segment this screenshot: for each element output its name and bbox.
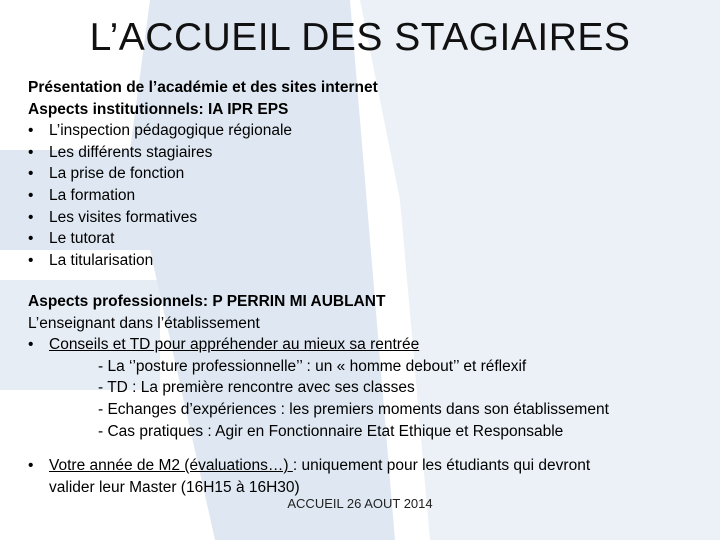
section-professional — [28, 291, 609, 442]
section-heading: Présentation de l’académie et des sites internet — [28, 79, 378, 96]
list-item — [28, 250, 378, 272]
sub-item: - Echanges d’expériences : les premiers moments dans son établissement — [98, 400, 609, 418]
slide-title: L’ACCUEIL DES STAGIAIRES — [89, 16, 631, 59]
bullet-icon: • — [28, 251, 34, 269]
bullet-icon: • — [28, 457, 34, 474]
section-subheading: Aspects institutionnels: IA IPR EPS — [28, 100, 289, 118]
bullet-icon: • — [28, 122, 34, 140]
m2-text: : uniquement pour les étudiants qui devront — [292, 457, 591, 474]
section-heading: Aspects professionnels: P PERRIN MI AUBLANT — [28, 293, 386, 310]
bullet-icon: • — [28, 208, 34, 226]
list-item — [28, 207, 378, 229]
bullet-icon: • — [28, 143, 34, 161]
bullet-icon: • — [28, 336, 34, 354]
bullet-icon: • — [28, 230, 34, 248]
list-item-text: La prise de fonction — [49, 165, 185, 183]
m2-text-line2: valider leur Master (16H15 à 16H30) — [49, 478, 300, 496]
list-item — [28, 185, 378, 207]
sub-item: - La ‘’posture professionnelle’’ : un « homme debout’’ et réflexif — [98, 357, 527, 375]
section-m2 — [28, 455, 590, 498]
list-item — [28, 334, 609, 356]
section-institutional — [28, 77, 378, 271]
sub-item: - Cas pratiques : Agir en Fonctionnaire Etat Ethique et Responsable — [98, 422, 564, 440]
section-intro: L’enseignant dans l’établissement — [28, 314, 260, 332]
bullet-icon: • — [28, 186, 34, 204]
list-item — [28, 455, 590, 498]
sub-item: - TD : La première rencontre avec ses classes — [98, 379, 415, 397]
list-item-text: Conseils et TD pour appréhender au mieux sa rentrée — [49, 336, 420, 354]
list-item-text: L’inspection pédagogique régionale — [49, 122, 293, 140]
list-item — [28, 163, 378, 185]
list-item-text: La formation — [49, 186, 136, 204]
list-item-text: Les différents stagiaires — [49, 143, 213, 161]
m2-label: Votre année de M2 (évaluations…) — [49, 457, 293, 474]
list-item-text: Les visites formatives — [49, 208, 198, 226]
bullet-icon: • — [28, 165, 34, 183]
list-item — [28, 120, 378, 142]
list-item — [28, 228, 378, 250]
list-item — [28, 142, 378, 164]
list-item-text: La titularisation — [49, 251, 154, 269]
list-item-text: Le tutorat — [49, 230, 115, 248]
footer: ACCUEIL 26 AOUT 2014 — [287, 496, 433, 511]
